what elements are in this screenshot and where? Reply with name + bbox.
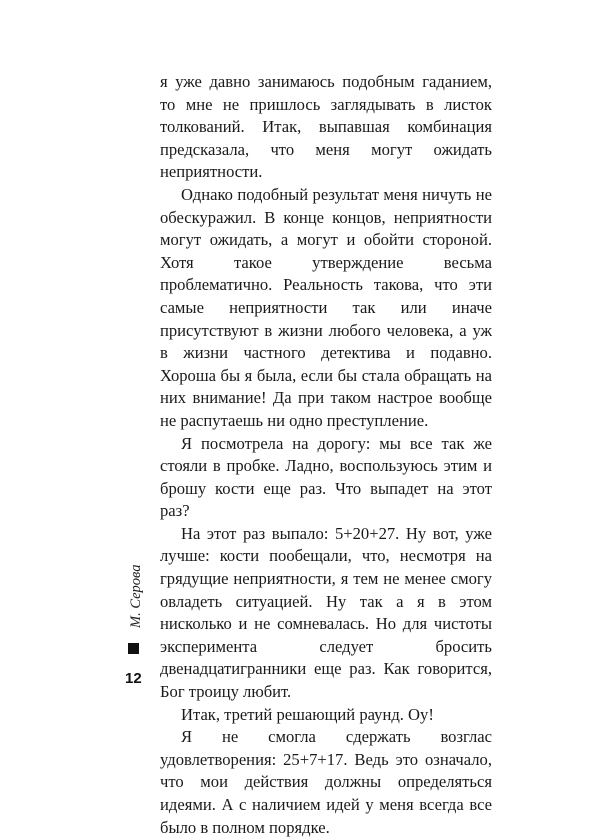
running-author-name: М. Серова bbox=[128, 564, 144, 628]
paragraph-5: Итак, третий решающий раунд. Оу! bbox=[181, 704, 434, 724]
paragraph-3: Я посмотрела на дорогу: мы все так же стояли в пробке. Ладно, воспользуюсь этим и брошу кости еще раз. Что выпадет на этот раз? bbox=[160, 433, 492, 521]
paragraph-2: Однако подобный результат меня ничуть не обескуражил. В конце концов, неприятности могут ожидать, а могут и обойти стороной. Хотя такое утверждение весьма проблематично. Реальность такова, что эти самые неприятности так или иначе присутствуют в жизни любого человека, а уж в жизни частного детектива и подавно. Хороша бы я была, если бы стала обращать на них внимание! Да при таком настрое вообще не распутаешь ни одно преступление. bbox=[160, 184, 492, 430]
body-text bbox=[160, 71, 492, 839]
margin-square-marker bbox=[128, 643, 139, 654]
page-number: 12 bbox=[125, 670, 142, 687]
paragraph-1: я уже давно занимаюсь подобным гаданием, то мне не пришлось заглядывать в листок толкований. Итак, выпавшая комбинация предсказала, что меня могут ожидать неприятности. bbox=[160, 72, 492, 182]
paragraph-4: На этот раз выпало: 5+20+27. Ну вот, уже лучше: кости пообещали, что, несмотря на грядущие неприятности, я тем не менее смогу овладеть ситуацией. Ну так а я в этом нисколько и не сомневалась. Но для чистоты эксперимента следует бросить двенадцатигранники еще раз. Как говорится, Бог троицу любит. bbox=[160, 523, 492, 702]
paragraph-6: Я не смогла сдержать возглас удовлетворения: 25+7+17. Ведь это означало, что мои действия должны определяться идеями. А с наличием идей у меня всегда все было в полном порядке. bbox=[160, 727, 492, 837]
